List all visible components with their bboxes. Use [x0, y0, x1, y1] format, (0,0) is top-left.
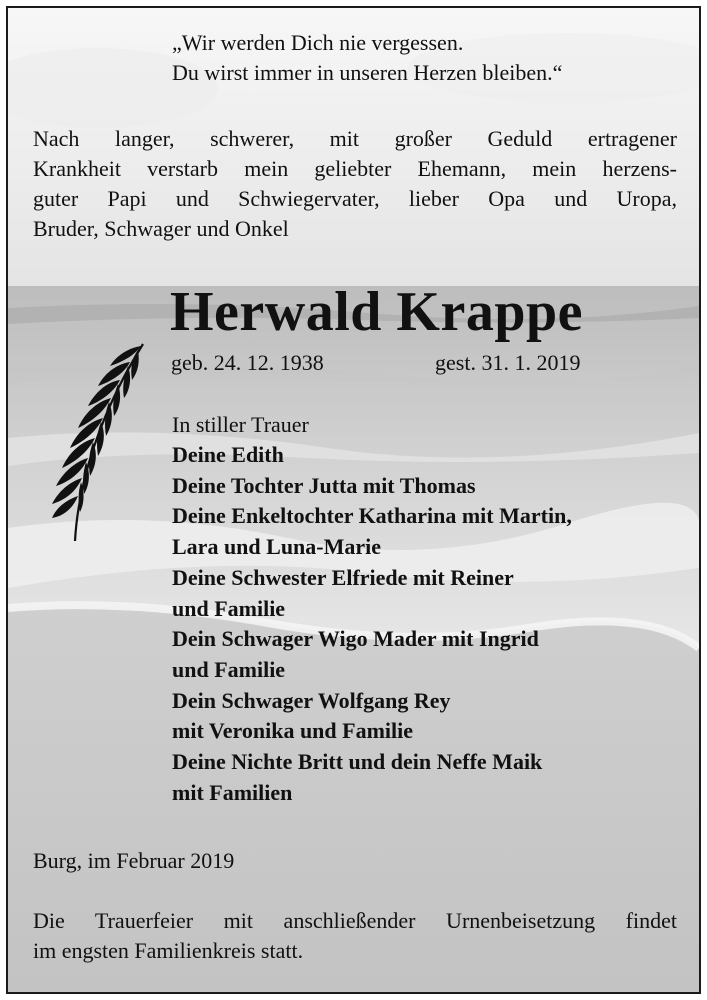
mourner-line: Deine Enkeltochter Katharina mit Martin, — [172, 503, 572, 529]
death-date: gest. 31. 1. 2019 — [435, 350, 581, 375]
intro-line: guter Papi und Schwiegervater, lieber Opa und Uropa, — [33, 186, 677, 211]
mourner-line: Deine Schwester Elfriede mit Reiner — [172, 564, 514, 590]
mourner-line: Dein Schwager Wigo Mader mit Ingrid — [172, 626, 539, 652]
mourner-line: Deine Tochter Jutta mit Thomas — [172, 472, 476, 498]
birth-date: geb. 24. 12. 1938 — [171, 350, 324, 375]
quote-line-2: Du wirst immer in unseren Herzen bleiben.“ — [172, 60, 563, 85]
mourning-heading: In stiller Trauer — [172, 412, 309, 437]
intro-line: Bruder, Schwager und Onkel — [33, 216, 289, 241]
intro-text — [33, 124, 677, 244]
opening-quote — [172, 28, 562, 88]
mourner-line: Lara und Luna-Marie — [172, 534, 382, 560]
palm-leaf-icon — [38, 336, 148, 546]
funeral-note-line: im engsten Familienkreis statt. — [33, 938, 304, 963]
mourner-line: und Familie — [172, 595, 286, 621]
intro-line: Nach langer, schwerer, mit großer Geduld ertragener — [33, 126, 677, 151]
funeral-note — [33, 906, 677, 966]
mourner-line: mit Veronika und Familie — [172, 718, 414, 744]
funeral-note-line: Die Trauerfeier mit anschließender Urnenbeisetzung findet — [33, 908, 677, 933]
mourner-line: mit Familien — [172, 779, 293, 805]
quote-line-1: „Wir werden Dich nie vergessen. — [172, 30, 464, 55]
deceased-name: Herwald Krappe — [170, 281, 583, 343]
mourner-line: Deine Edith — [172, 442, 284, 467]
obituary-card — [6, 6, 701, 994]
mourner-line: Dein Schwager Wolfgang Rey — [172, 687, 451, 713]
mourner-line: Deine Nichte Britt und dein Neffe Maik — [172, 749, 543, 775]
intro-line: Krankheit verstarb mein geliebter Ehemann, mein herzens- — [33, 156, 677, 181]
place-and-date: Burg, im Februar 2019 — [33, 848, 235, 873]
mourner-line: und Familie — [172, 656, 286, 682]
mourners-list — [172, 440, 572, 808]
